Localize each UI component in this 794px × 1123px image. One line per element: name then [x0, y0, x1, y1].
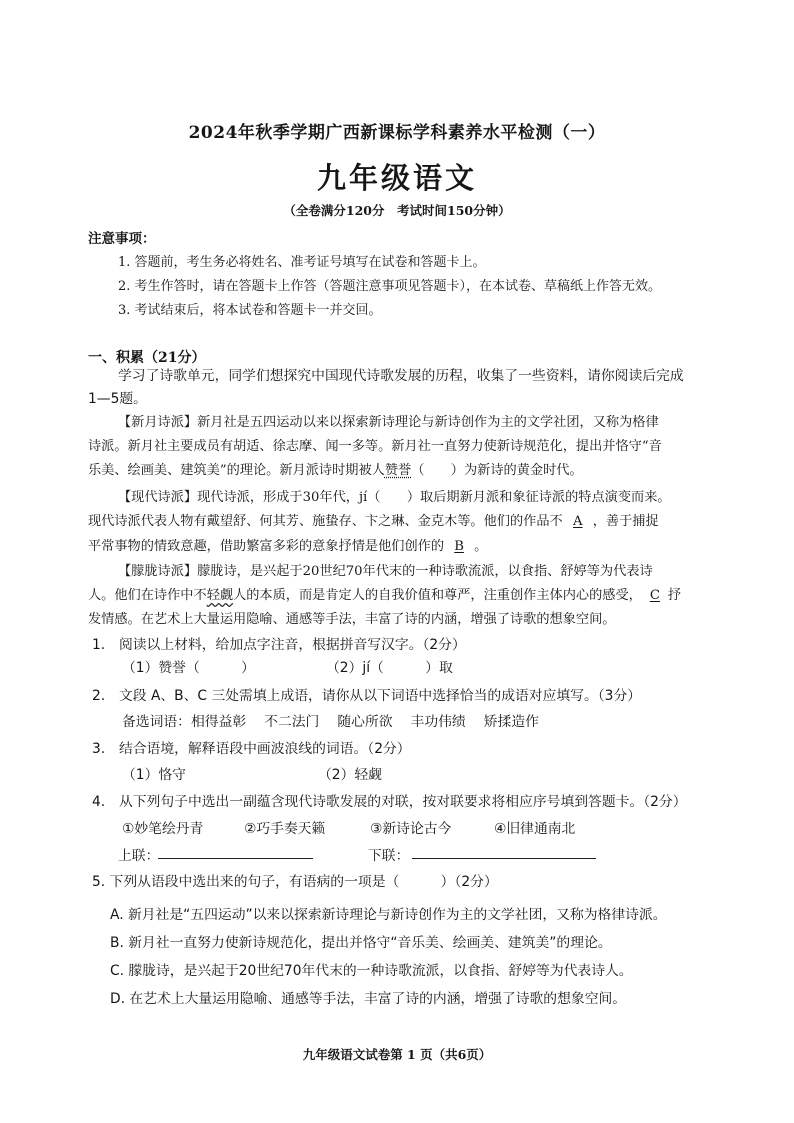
question-5-stem: 5. 下列从语段中选出来的句子，有语病的一项是（ ）（2分）: [92, 874, 498, 890]
upper-couplet-label: 上联：: [118, 848, 160, 864]
notice-item: 3. 考试结束后，将本试卷和答题卡一并交回。: [118, 303, 382, 318]
q3-sub2: （2）轻觑: [318, 767, 382, 783]
lower-couplet-label: 下联：: [368, 848, 410, 864]
answer-line: [412, 858, 596, 859]
q4-option: ④旧律通南北: [494, 821, 576, 837]
question-3-stem: 3. 结合语境，解释语段中画波浪线的词语。（2分）: [92, 741, 411, 757]
intro-text: 学习了诗歌单元，同学们想探究中国现代诗歌发展的历程，收集了一些资料，请你阅读后完成: [118, 368, 684, 384]
q4-option: ②巧手奏天籁: [244, 821, 326, 837]
q3-sub1: （1）恪守: [122, 767, 186, 783]
q1-sub1: （1）赞誉（ ）: [122, 660, 255, 676]
q5-option-c: C. 朦胧诗，是兴起于20世纪70年代末的一种诗歌流派，以食指、舒婷等为代表诗人。: [110, 963, 633, 979]
q5-option-a: A. 新月社是“五四运动”以来以探索新诗理论与新诗创作为主的文学社团，又称为格律诗派。: [110, 907, 667, 923]
blank-c: C: [649, 588, 660, 603]
score-info: （全卷满分120分 考试时间150分钟）: [283, 203, 511, 218]
passage-line: 现代诗派代表人物有戴望舒、何其芳、施蛰存、卞之琳、金克木等。他们的作品不 A ，善于捕捉: [88, 514, 659, 529]
section-heading: 一、积累（21分）: [88, 350, 206, 366]
q4-option: ①妙笔绘丹青: [122, 821, 204, 837]
q2-options: 备选词语：相得益彰 不二法门 随心所欲 丰功伟绩 矫揉造作: [122, 710, 557, 730]
q5-option-b: B. 新月社一直努力使新诗规范化，提出并恪守“音乐美、绘画美、建筑美”的理论。: [110, 935, 612, 951]
intro-text: 1—5题。: [88, 391, 147, 407]
passage-line: 【朦胧诗派】朦胧诗，是兴起于20世纪70年代末的一种诗歌流派，以食指、舒婷等为代表诗: [118, 564, 653, 579]
option-word: 不二法门: [264, 714, 320, 730]
notice-item: 2. 考生作答时，请在答题卡上作答（答题注意事项见答题卡），在本试卷、草稿纸上作答无效。: [118, 279, 662, 294]
option-word: 矫揉造作: [483, 714, 539, 730]
passage-line: 人。他们在诗作中不轻觑人的本质，而是肯定人的自我价值和尊严，注重创作主体内心的感受， C 抒: [88, 588, 682, 603]
blank-a: A: [572, 514, 583, 529]
option-word: 丰功伟绩: [410, 714, 466, 730]
passage-line: 发情感。在艺术上大量运用隐喻、通感等手法，丰富了诗的内涵，增强了诗歌的想象空间。: [88, 612, 616, 627]
passage-line: 诗派。新月社主要成员有胡适、徐志摩、闻一多等。新月社一直努力使新诗规范化，提出并恪守“音: [88, 439, 662, 454]
wavy-word: 轻觑: [206, 588, 234, 603]
passage-line: 平常事物的情致意趣，借助繁富多彩的意象抒情是他们创作的 B 。: [88, 539, 488, 554]
question-1-stem: 1. 阅读以上材料，给加点字注音，根据拼音写汉字。（2分）: [92, 637, 466, 653]
passage-line: 乐美、绘画美、建筑美”的理论。新月派诗时期被人赞誉（ ）为新诗的黄金时代。: [88, 463, 583, 478]
question-2-stem: 2. 文段 A、B、C 三处需填上成语，请你从以下词语中选择恰当的成语对应填写。（3分）: [92, 688, 642, 704]
option-word: 相得益彰: [190, 714, 247, 730]
option-word: 随心所欲: [337, 714, 393, 730]
question-4-stem: 4. 从下列句子中选出一副蕴含现代诗歌发展的对联，按对联要求将相应序号填到答题卡。（2分）: [92, 794, 687, 810]
q4-option: ③新诗论古今: [370, 821, 452, 837]
page-footer: 九年级语文试卷第 1 页（共6页）: [302, 1047, 492, 1062]
passage-line: 【新月诗派】新月社是五四运动以来以探索新诗理论与新诗创作为主的文学社团，又称为格律: [118, 415, 659, 430]
answer-line: [158, 858, 313, 859]
q1-sub2: （2）jí（ ）取: [326, 660, 453, 676]
exam-title: 2024年秋季学期广西新课标学科素养水平检测（一）: [188, 123, 606, 143]
dotted-word: 赞誉: [384, 463, 412, 478]
q5-option-d: D. 在艺术上大量运用隐喻、通感等手法，丰富了诗的内涵，增强了诗歌的想象空间。: [110, 991, 627, 1007]
subject-title: 九年级语文: [316, 161, 477, 195]
passage-line: 【现代诗派】现代诗派，形成于30年代，jí（ ）取后期新月派和象征诗派的特点演变而来。: [118, 490, 671, 505]
blank-b: B: [454, 539, 464, 554]
notice-heading: 注意事项：: [88, 231, 156, 247]
notice-item: 1. 答题前，考生务必将姓名、准考证号填写在试卷和答题卡上。: [118, 255, 486, 270]
